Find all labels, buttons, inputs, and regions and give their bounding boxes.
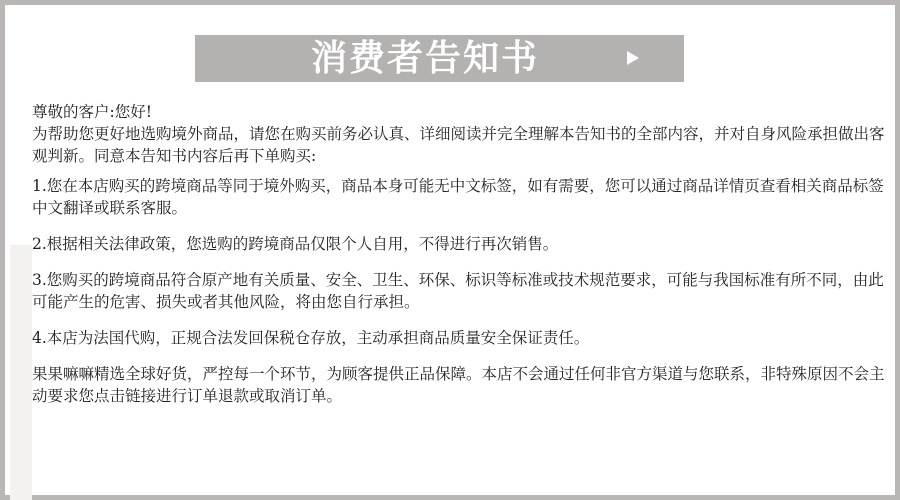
greeting-text: 尊敬的客户:您好! [32, 103, 152, 121]
header-banner [195, 35, 684, 82]
intro-text: 为帮助您更好地选购境外商品，请您在购买前务必认真、详细阅读并完全理解本告知书的全部内容，并对自身风险承担做出客观判新。同意本告知书内容后再下单购买: [32, 125, 885, 165]
left-shade-strip [10, 245, 32, 500]
notice-item-1: 1.您在本店购买的跨境商品等同于境外购买，商品本身可能无中文标签，如有需要，您可以通过商品详情页查看相关商品标签中文翻译或联系客服。 [32, 177, 884, 217]
page-title: 消费者告知书 [310, 38, 539, 79]
play-arrow-icon [627, 51, 639, 65]
notice-content [32, 101, 892, 407]
notice-item-4: 4.本店为法国代购，正规合法发回保税仓存放，主动承担商品质量安全保证责任。 [32, 329, 590, 347]
closing-text: 果果嘛嘛精选全球好货，严控每一个环节，为顾客提供正品保障。本店不会通过任何非官方渠道与您联系，非特殊原因不会主动要求您点击链接进行订单退款或取消订单。 [32, 365, 885, 405]
notice-item-3: 3.您购买的跨境商品符合原产地有关质量、安全、卫生、环保、标识等标准或技术规范要求，可能与我国标准有所不同，由此可能产生的危害、损失或者其他风险，将由您自行承担。 [32, 271, 884, 311]
notice-item-2: 2.根据相关法律政策，您选购的跨境商品仅限个人自用，不得进行再次销售。 [32, 235, 559, 253]
